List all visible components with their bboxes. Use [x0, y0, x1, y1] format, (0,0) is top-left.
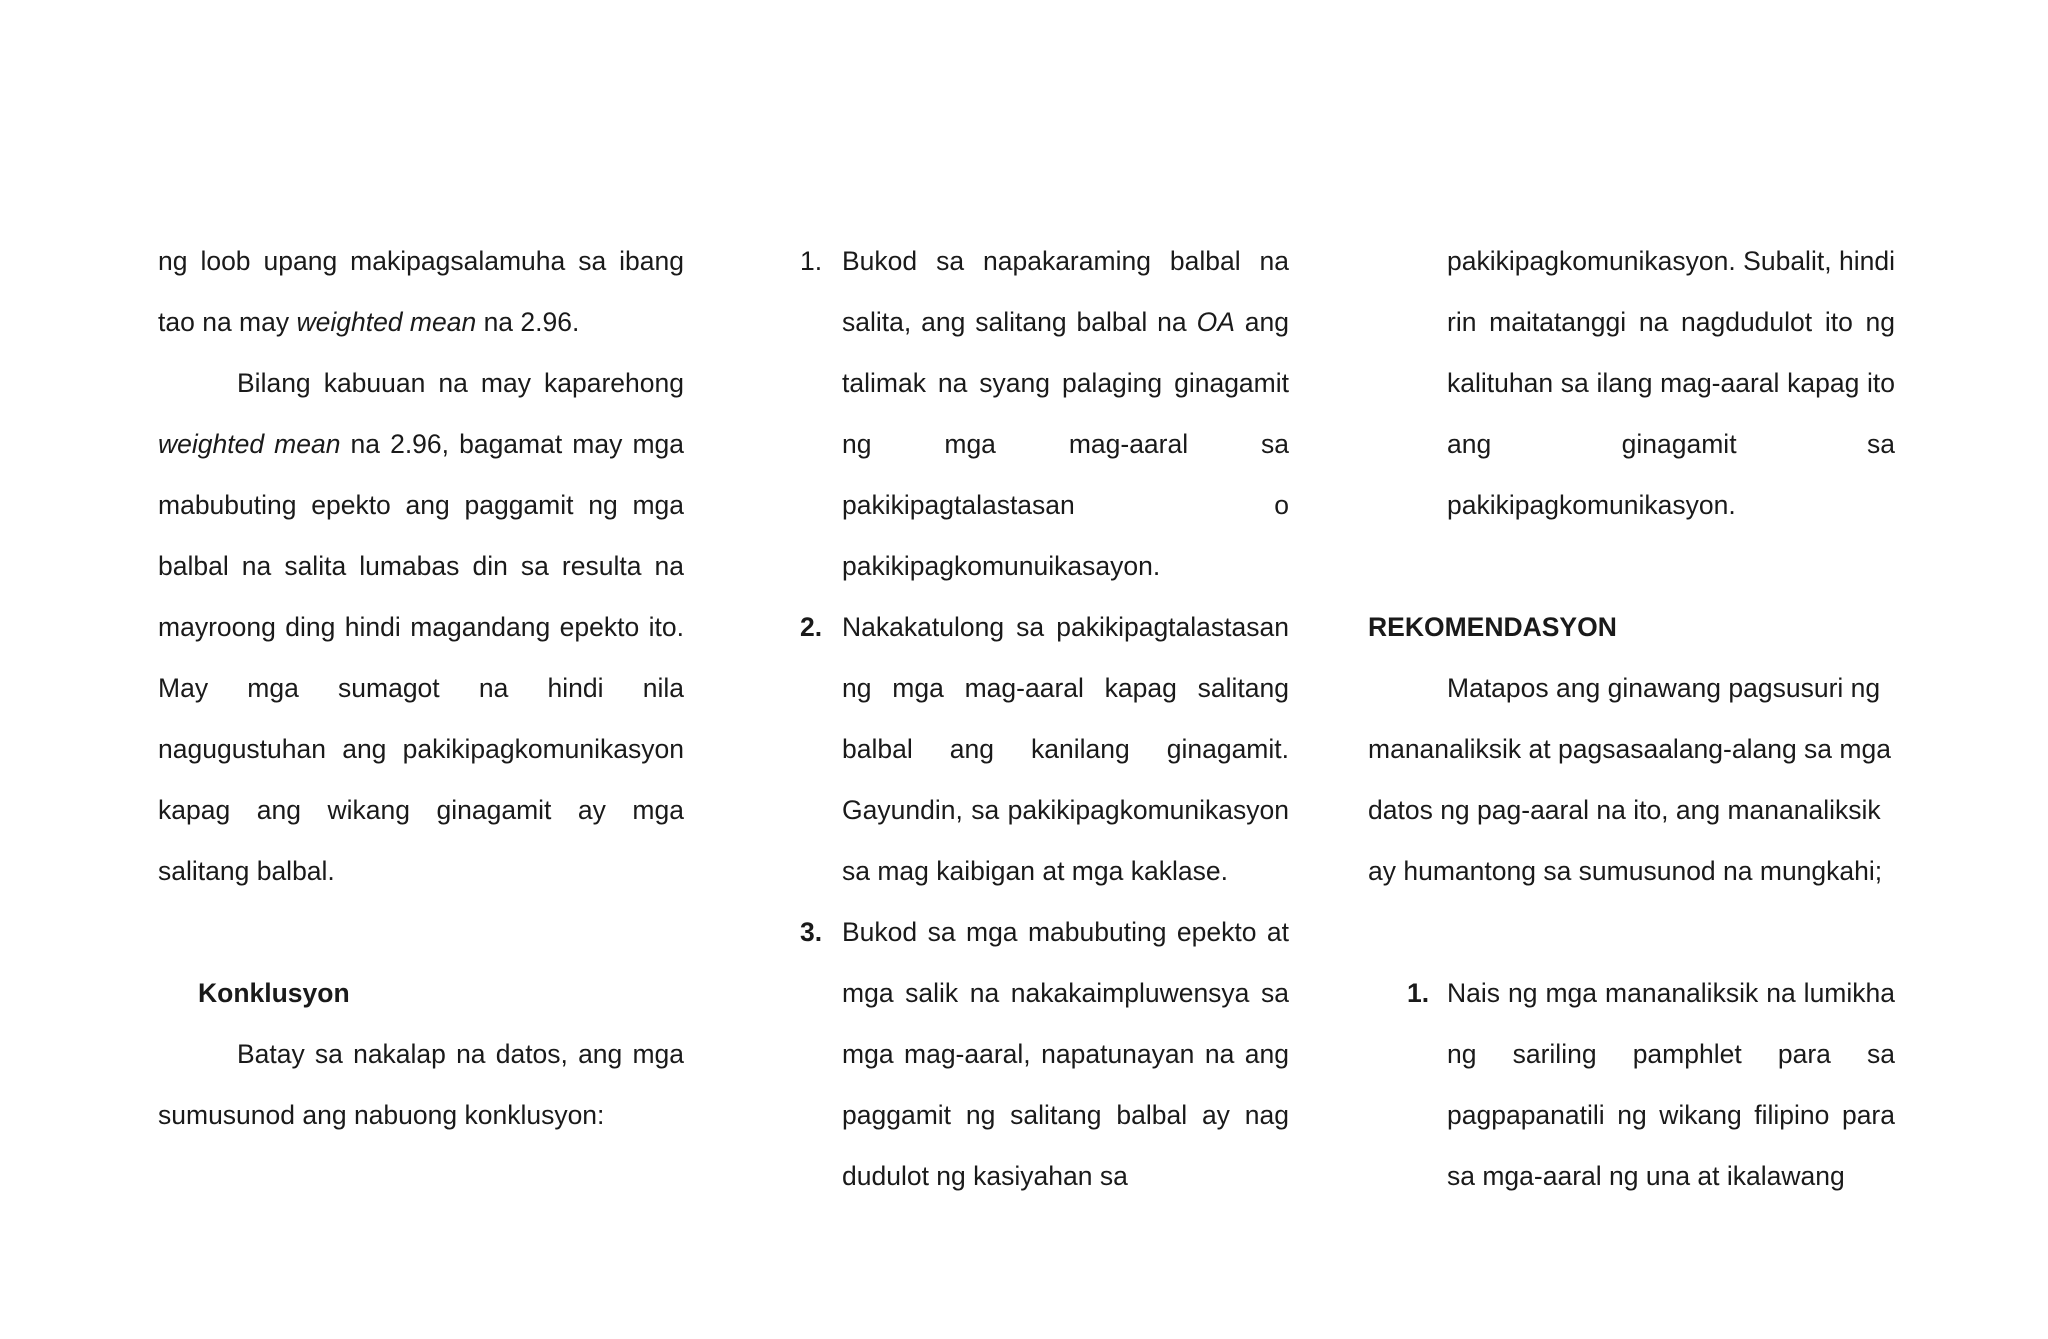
conclusion-item-1 [800, 231, 1289, 597]
emphasis-text: weighted mean [296, 307, 477, 337]
column-middle [800, 231, 1289, 1207]
text-run: Bukod sa napakaraming balbal na salita, ang salitang balbal na [842, 246, 1289, 337]
list-number: 2. [800, 612, 823, 642]
text-run: na 2.96, bagamat may mga mabubuting epekto ang paggamit ng mga balbal na salita lumabas din sa resulta na mayroong ding hindi magandang epekto ito. May mga sumagot na hindi nila nagugustuhan ang pakikipagkomunikasyon kapag ang wikang ginagamit ay mga salitang balbal. [158, 429, 684, 886]
text-run: Bukod sa mga mabubuting epekto at mga salik na nakakaimpluwensya sa mga mag-aaral, napatunayan na ang paggamit ng salitang balbal ay nag dudulot ng kasiyahan sa [842, 917, 1289, 1191]
paragraph-weighted-mean [158, 231, 684, 353]
spacer [1368, 902, 1895, 963]
conclusion-item-2 [800, 597, 1289, 902]
spacer [1368, 536, 1895, 597]
text-run: Nais ng mga mananaliksik na lumikha ng sariling pamphlet para sa pagpapanatili ng wikang filipino para sa mga-aaral ng una at ikalawang [1447, 978, 1895, 1191]
list-number: 1. [1407, 978, 1430, 1008]
list-number: 1. [800, 246, 823, 276]
text-run: ang talimak na syang palaging ginagamit ng mga mag-aaral sa pakikipagtalastasan o pakikipagkomunuikasayon. [842, 307, 1290, 581]
recommendation-list [1368, 963, 1895, 1207]
text-run: Nakakatulong sa pakikipagtalastasan ng mga mag-aaral kapag salitang balbal ang kanilang ginagamit. Gayundin, sa pakikipagkomunikasyon sa mag kaibigan at mga kaklase. [842, 612, 1289, 886]
spacer [158, 902, 684, 963]
text-run: Bilang kabuuan na may kaparehong [237, 368, 684, 398]
list-number: 3. [800, 917, 823, 947]
heading-rekomendasyon: REKOMENDASYON [1368, 612, 1617, 642]
paragraph-konklusyon-intro: Batay sa nakalap na datos, ang mga sumusunod ang nabuong konklusyon: [158, 1039, 684, 1130]
column-right [1368, 231, 1895, 1207]
emphasis-text: weighted mean [158, 429, 341, 459]
text-run: ng loob upang makipagsalamuha sa ibang tao na may [158, 246, 684, 337]
recommendation-item-1 [1407, 963, 1895, 1207]
conclusion-item-3 [800, 902, 1289, 1207]
paragraph-rekomendasyon-intro: Matapos ang ginawang pagsusuri ng mananaliksik at pagsasaalang-alang sa mga datos ng pag-aaral na ito, ang mananaliksik ay humantong sa sumusunod na mungkahi; [1368, 673, 1891, 886]
emphasis-text: OA [1196, 307, 1235, 337]
paragraph-continuation: pakikipagkomunikasyon. Subalit, hindi rin maitatanggi na nagdudulot ito ng kalituhan sa ilang mag-aaral kapag ito ang ginagamit sa pakikipagkomunikasyon. [1447, 246, 1895, 520]
heading-konklusyon: Konklusyon [198, 978, 350, 1008]
text-run: na 2.96. [476, 307, 580, 337]
column-left [158, 231, 684, 1146]
paragraph-summary [158, 353, 684, 902]
